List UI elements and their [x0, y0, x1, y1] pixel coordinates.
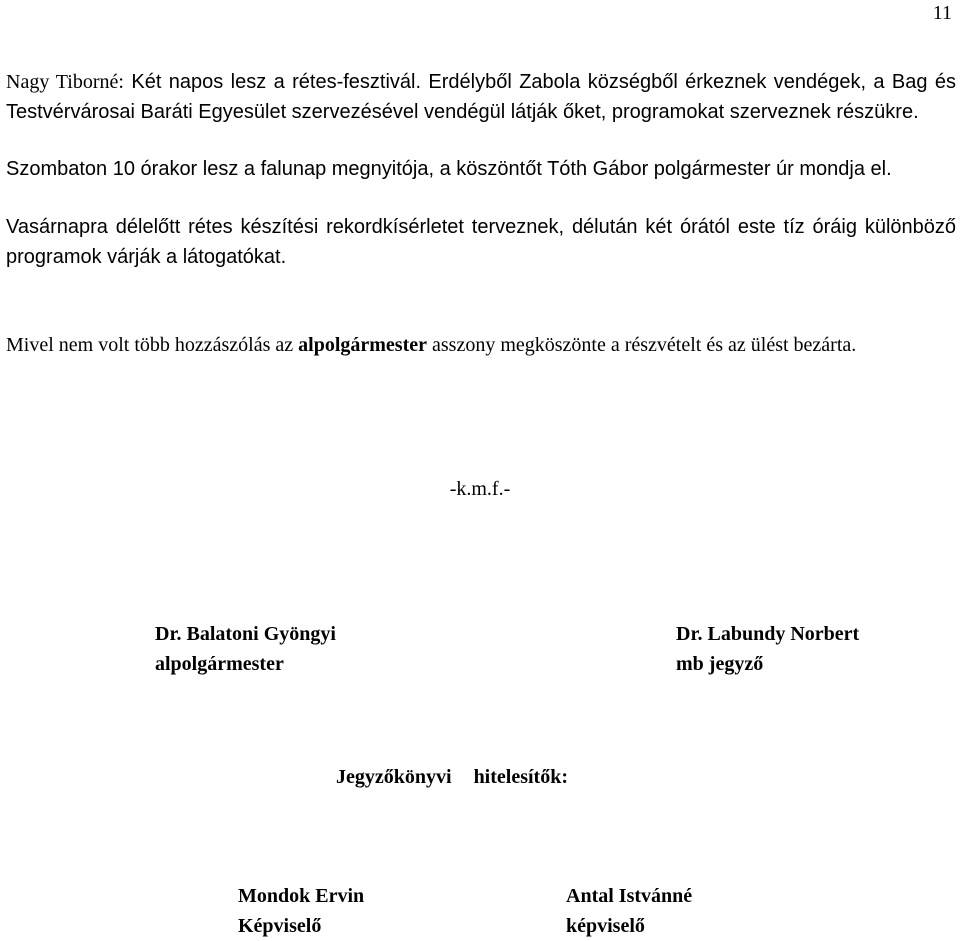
paragraph-saturday: Szombaton 10 órakor lesz a falunap megnyitója, a köszöntőt Tóth Gábor polgármester úr mondja el.	[6, 155, 956, 185]
kmf-mark: -k.m.f.-	[0, 478, 960, 501]
authenticators-heading-part2: hitelesítők:	[474, 766, 568, 788]
speaker-name: Nagy Tiborné:	[6, 71, 124, 93]
signature-authenticator-1	[238, 882, 364, 941]
signatory-name: Mondok Ervin	[238, 882, 364, 912]
paragraph-closing-remarks	[6, 331, 956, 361]
page-number: 11	[933, 2, 952, 25]
paragraph-festival-text: Két napos lesz a rétes-fesztivál. Erdélyből Zabola községből érkeznek vendégek, a Bag és Testvérvárosai Baráti Egyesület szervezésével vendégül látják őket, programokat szerveznek részükre.	[6, 71, 956, 123]
signatory-title: mb jegyző	[676, 650, 859, 680]
closing-remarks-start: Mivel nem volt több hozzászólás az	[6, 334, 298, 356]
signatory-name: Dr. Balatoni Gyöngyi	[155, 620, 336, 650]
signature-deputy-mayor	[155, 620, 336, 679]
authenticators-heading-part1: Jegyzőkönyvi	[336, 766, 452, 788]
paragraph-sunday: Vasárnapra délelőtt rétes készítési rekordkísérletet terveznek, délután két órától este tíz óráig különböző programok várják a látogatókat.	[6, 213, 956, 272]
signatory-title: Képviselő	[238, 912, 364, 941]
signatory-name: Dr. Labundy Norbert	[676, 620, 859, 650]
paragraph-festival	[6, 68, 956, 127]
signatory-title: képviselő	[566, 912, 692, 941]
signatory-title: alpolgármester	[155, 650, 336, 680]
signatory-name: Antal Istvánné	[566, 882, 692, 912]
signature-notary	[676, 620, 859, 679]
authenticators-heading	[336, 766, 568, 789]
signature-authenticator-2	[566, 882, 692, 941]
closing-remarks-bold: alpolgármester	[298, 334, 427, 356]
closing-remarks-end: asszony megköszönte a részvételt és az ülést bezárta.	[427, 334, 856, 356]
